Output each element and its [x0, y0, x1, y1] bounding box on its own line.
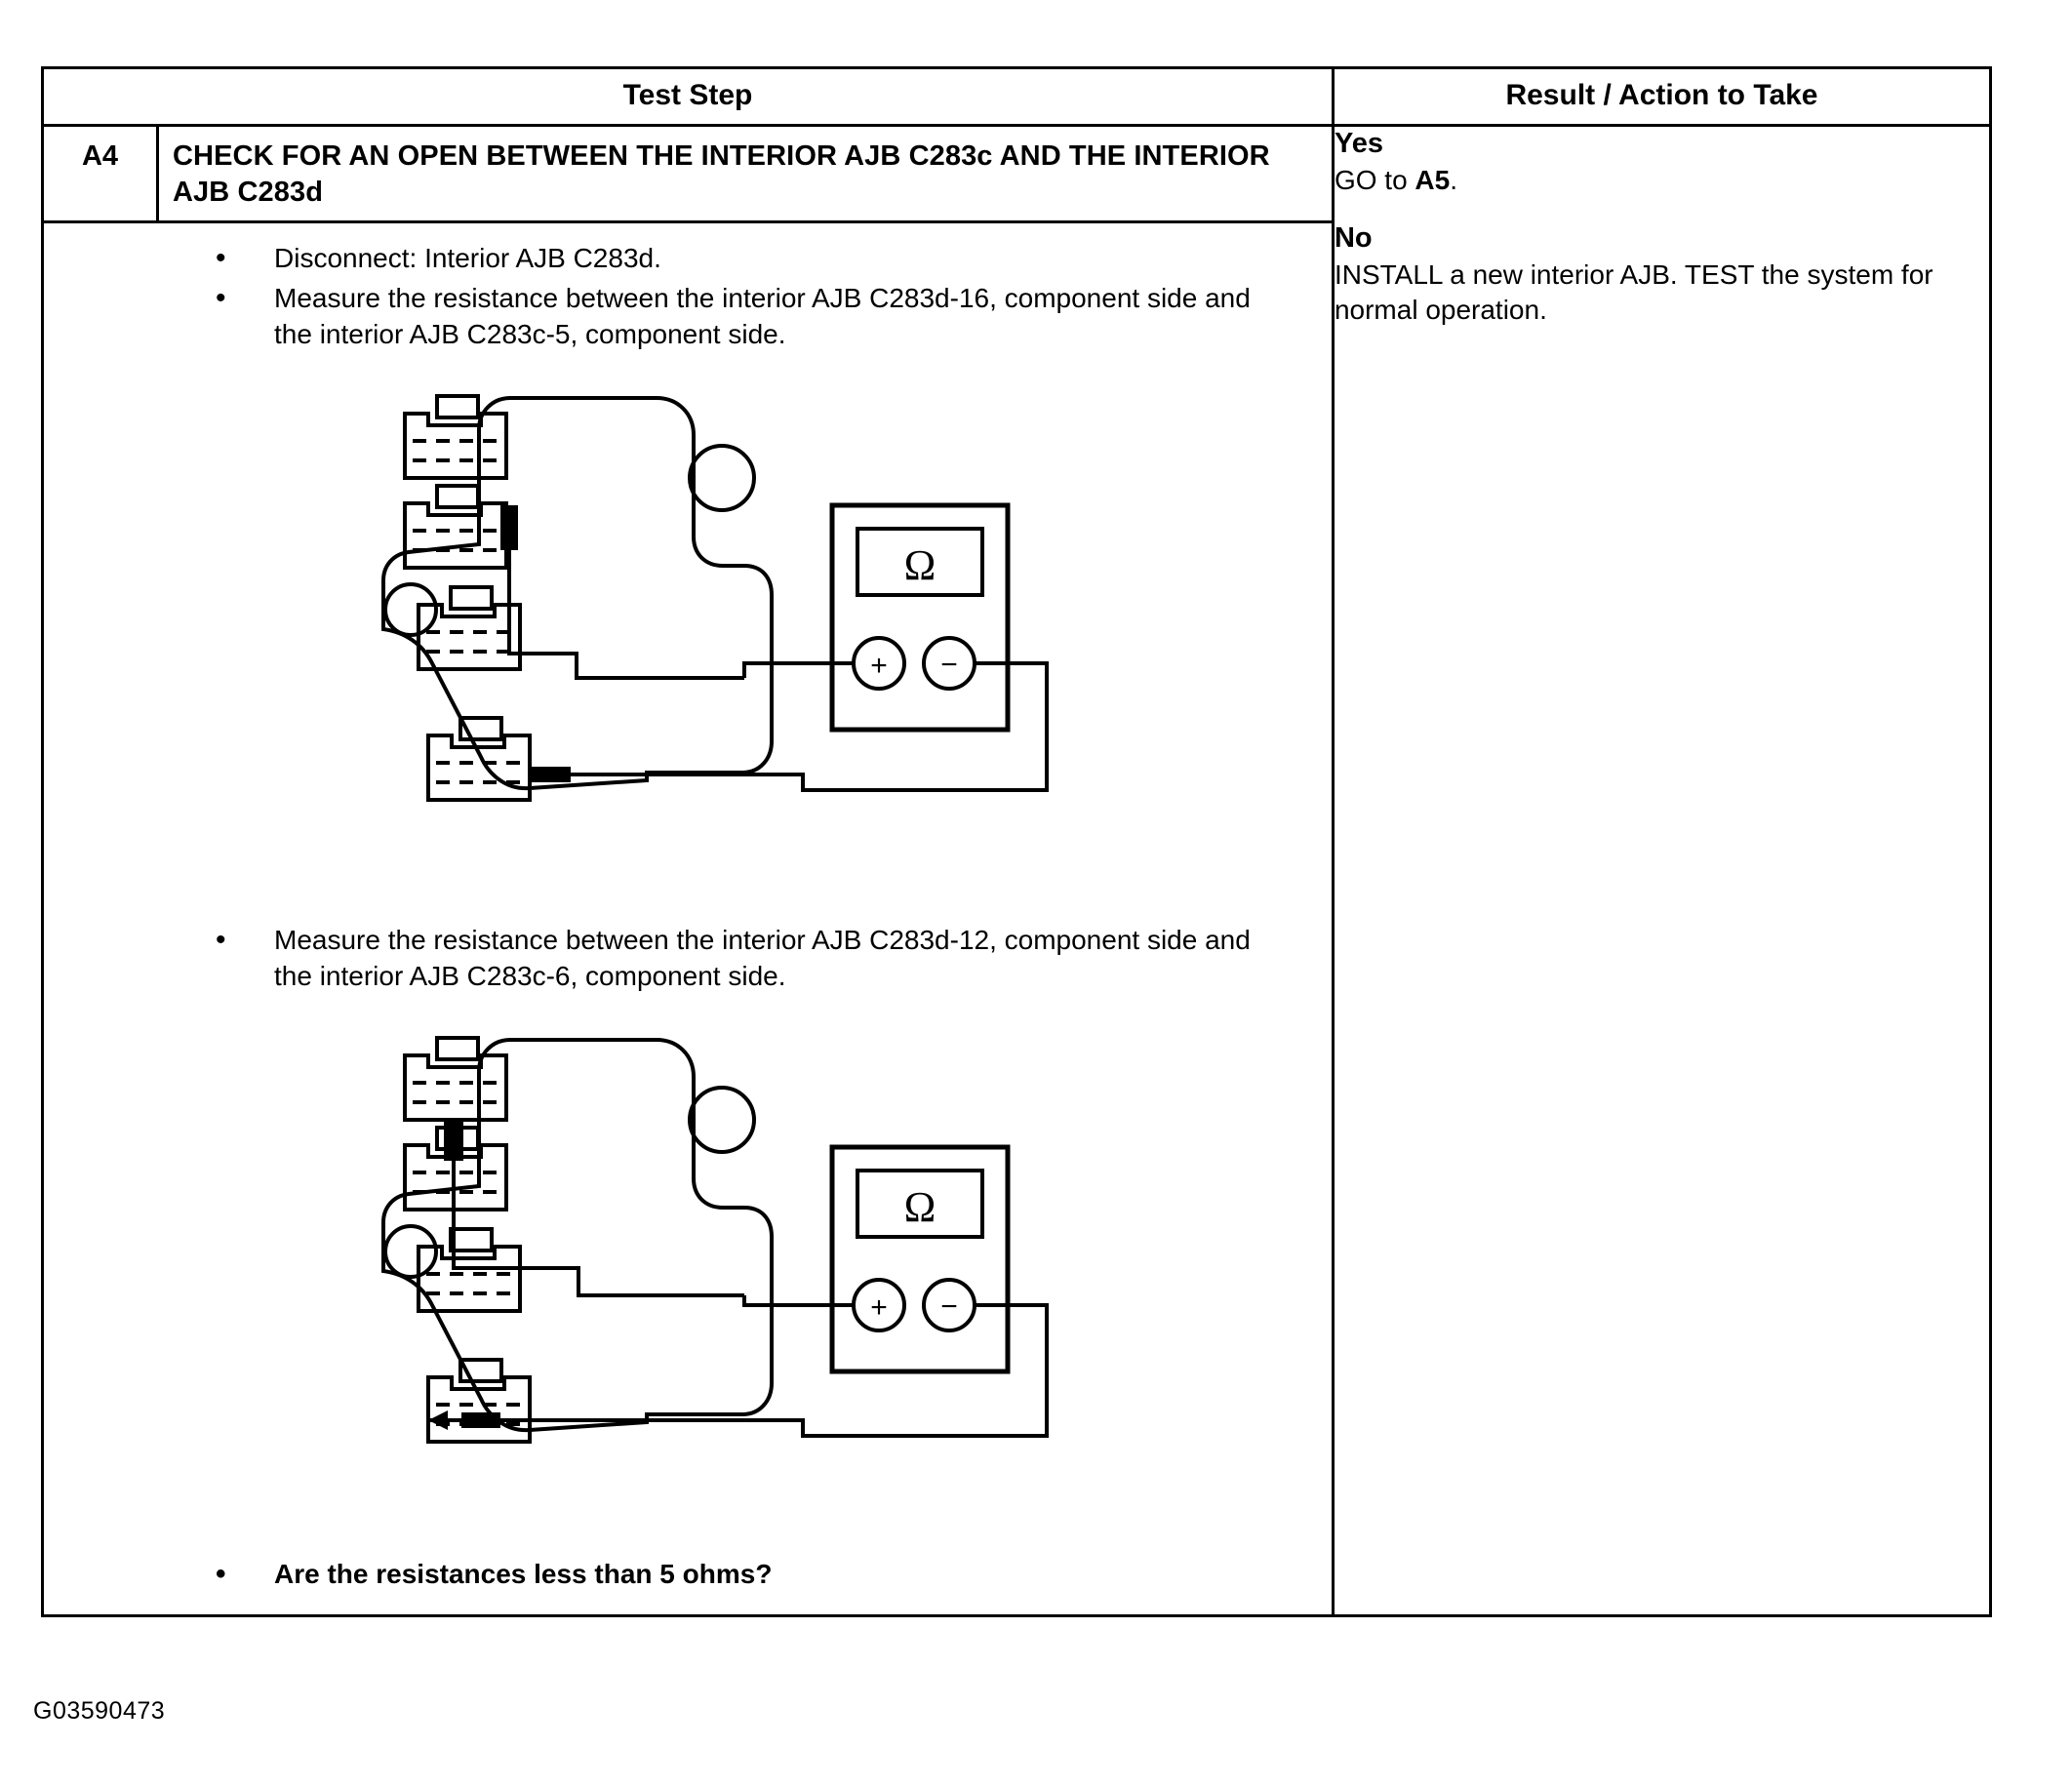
mount-hole-icon [690, 1088, 754, 1152]
test-probe-icon [444, 1118, 463, 1161]
list-item: • Disconnect: Interior AJB C283d. [159, 241, 1332, 281]
meter-positive-terminal: + [870, 1291, 888, 1324]
list-item: • Are the resistances less than 5 ohms? [159, 1557, 1332, 1597]
mount-hole-icon [690, 446, 754, 510]
step-body [44, 223, 1332, 1614]
result-yes-suffix: . [1450, 164, 1457, 195]
ohmmeter [832, 505, 1008, 730]
table-header-row [43, 68, 1991, 126]
ohm-symbol: Ω [903, 541, 936, 590]
result-yes-label: Yes [1334, 128, 1383, 159]
result-yes-link[interactable]: A5 [1415, 164, 1451, 195]
step-title: CHECK FOR AN OPEN BETWEEN THE INTERIOR AJB C283c AND THE INTERIOR AJB C283d [173, 140, 1270, 209]
header-test-step: Test Step [43, 68, 1334, 126]
result-yes-prefix: GO to [1334, 164, 1415, 195]
meter-negative-terminal: − [940, 649, 958, 682]
diagnostic-table [41, 66, 1992, 1617]
list-item: • Measure the resistance between the interior AJB C283d-16, component side and the interior AJB C283c-5, component side. [159, 281, 1332, 357]
test-probe-icon [461, 1412, 500, 1428]
mount-hole-icon [385, 584, 436, 635]
step-mid-bullet-list [159, 905, 1332, 999]
step-bullet-list [159, 223, 1332, 357]
header-result-action: Result / Action to Take [1333, 68, 1990, 126]
test-probe-icon [500, 505, 518, 550]
meter-positive-terminal: + [870, 650, 888, 683]
ohm-symbol: Ω [903, 1182, 936, 1231]
result-no-label: No [1334, 222, 1373, 255]
result-no-text: INSTALL a new interior AJB. TEST the system for normal operation. [1334, 258, 1933, 326]
list-item: • Measure the resistance between the interior AJB C283d-12, component side and the interior AJB C283c-6, component side. [159, 923, 1332, 999]
cell-test-step [43, 126, 1334, 1616]
result-yes-text [1335, 163, 1989, 198]
ohmmeter [832, 1147, 1008, 1371]
cell-result-action [1333, 126, 1990, 1616]
table-body-row [43, 126, 1991, 1616]
step-heading [44, 127, 1332, 223]
resistance-measurement-diagram-1 [237, 371, 1330, 888]
figure-1 [159, 371, 1332, 888]
mount-hole-icon [385, 1226, 436, 1277]
resistance-measurement-diagram-2 [237, 1013, 1330, 1529]
probe-arrow-icon [428, 1410, 448, 1430]
meter-negative-terminal: − [940, 1290, 958, 1323]
figure-code: G03590473 [33, 1697, 166, 1725]
test-probe-icon [530, 767, 571, 782]
step-final-bullet-list [159, 1539, 1332, 1614]
step-id: A4 [44, 127, 159, 220]
figure-2 [159, 1013, 1332, 1529]
